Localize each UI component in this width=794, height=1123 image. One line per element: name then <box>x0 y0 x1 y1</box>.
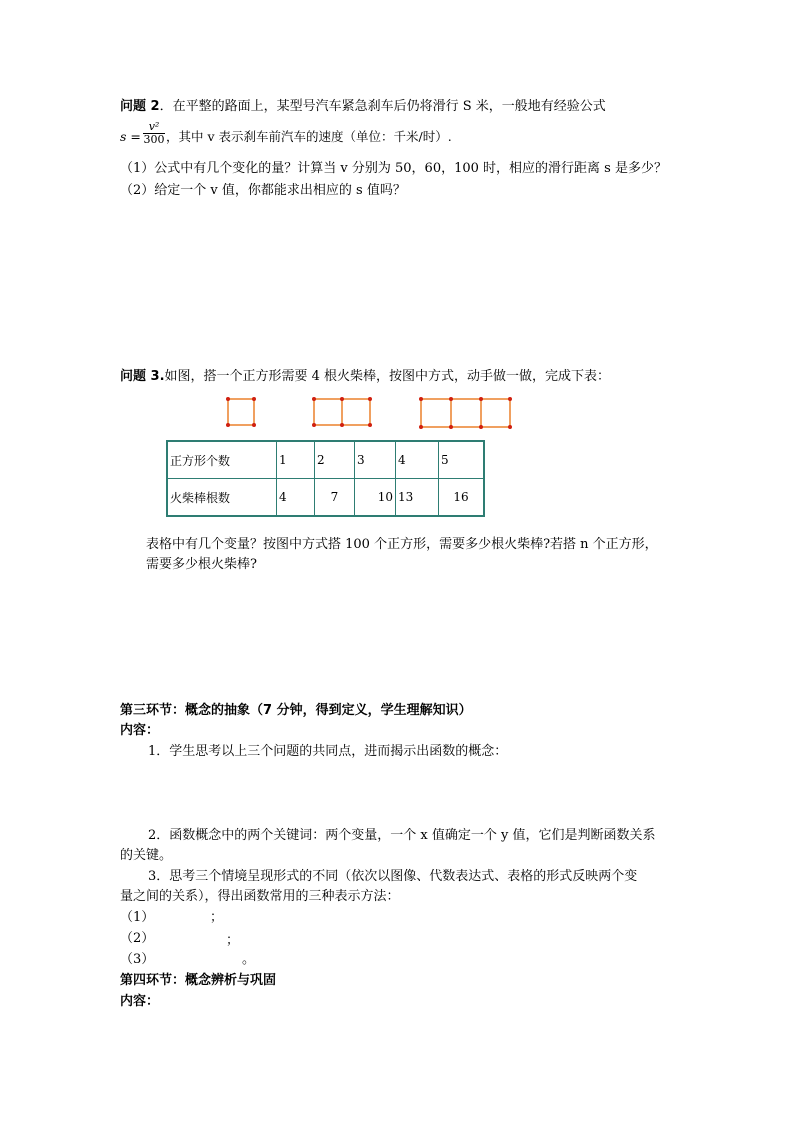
table-cell: 火柴棒根数 <box>167 479 277 517</box>
table-cell: 3 <box>355 441 396 479</box>
table-cell: 16 <box>439 479 485 517</box>
matchstick-table <box>166 440 485 517</box>
table-row <box>167 441 484 479</box>
problem3-text: 如图，搭一个正方形需要 4 根火柴棒，按图中方式，动手做一做，完成下表： <box>164 369 611 384</box>
matchstick-square-2b <box>342 399 370 425</box>
method-3-label: （3） <box>120 952 155 967</box>
section3-p3a: 3．思考三个情境呈现形式的不同（依次以图像、代数表达式、表格的形式反映两个变 <box>148 869 638 884</box>
formula-fraction <box>143 121 165 146</box>
problem3-follow1: 表格中有几个变量？按图中方式搭 100 个正方形，需要多少根火柴棒?若搭 n 个正方形， <box>146 537 658 552</box>
table-cell: 4 <box>396 441 439 479</box>
method-1-label: （1） <box>120 910 155 925</box>
table-row <box>167 479 484 517</box>
problem2-text1: ．在平整的路面上，某型号汽车紧急刹车后仍将滑行 S 米，一般地有经验公式 <box>159 99 606 114</box>
section4-content-label: 内容： <box>120 994 160 1009</box>
method-2-end: ； <box>226 933 240 948</box>
formula-lhs: s = <box>120 129 141 144</box>
table-cell: 13 <box>396 479 439 517</box>
formula-denominator: 300 <box>143 133 165 146</box>
problem3-follow2: 需要多少根火柴棒? <box>146 557 257 572</box>
section3-title: 第三环节：概念的抽象（7 分钟，得到定义，学生理解知识） <box>120 703 472 718</box>
section3-p2a: 2．函数概念中的两个关键词：两个变量，一个 x 值确定一个 y 值，它们是判断函数关系 <box>148 828 656 843</box>
section3-p2b: 的关键。 <box>120 848 173 863</box>
problem2-line1 <box>120 98 606 116</box>
problem2-formula-line <box>120 128 141 146</box>
method-3-end: 。 <box>242 952 256 967</box>
formula-numerator: v² <box>148 120 160 133</box>
method-2-label: （2） <box>120 931 155 946</box>
table-cell: 5 <box>439 441 485 479</box>
method-2 <box>120 930 154 948</box>
section4-title: 第四环节：概念辨析与巩固 <box>120 973 277 988</box>
table-cell: 1 <box>277 441 315 479</box>
table-cell: 正方形个数 <box>167 441 277 479</box>
matchstick-square-3c <box>481 399 510 427</box>
problem2-label: 问题 2 <box>120 99 160 114</box>
section3-content-label: 内容： <box>120 723 160 738</box>
section3-p3b: 量之间的关系），得出函数常用的三种表示方法： <box>120 889 400 904</box>
table-cell: 4 <box>277 479 315 517</box>
matchstick-square-3a <box>421 399 451 427</box>
matchstick-figure <box>220 392 520 432</box>
method-1 <box>120 909 154 927</box>
matchstick-square-2a <box>314 399 342 425</box>
problem3-label: 问题 3. <box>120 369 165 384</box>
table-cell: 2 <box>315 441 355 479</box>
problem2-q2: （2）给定一个 v 值，你都能求出相应的 s 值吗？ <box>120 183 406 198</box>
method-3 <box>120 951 154 969</box>
problem2-q1: （1）公式中有几个变化的量？计算当 v 分别为 50，60，100 时，相应的滑行距离 s 是多少？ <box>120 161 667 176</box>
problem3-line <box>120 368 610 386</box>
section3-p1: 1．学生思考以上三个问题的共同点，进而揭示出函数的概念： <box>148 744 508 759</box>
problem2-text2: ，其中 v 表示刹车前汽车的速度（单位：千米/时）. <box>166 129 452 144</box>
table-cell: 10 <box>355 479 396 517</box>
method-1-end: ； <box>210 910 224 925</box>
table-cell: 7 <box>315 479 355 517</box>
matchstick-square-3b <box>451 399 481 427</box>
matchstick-square-1 <box>228 399 254 425</box>
